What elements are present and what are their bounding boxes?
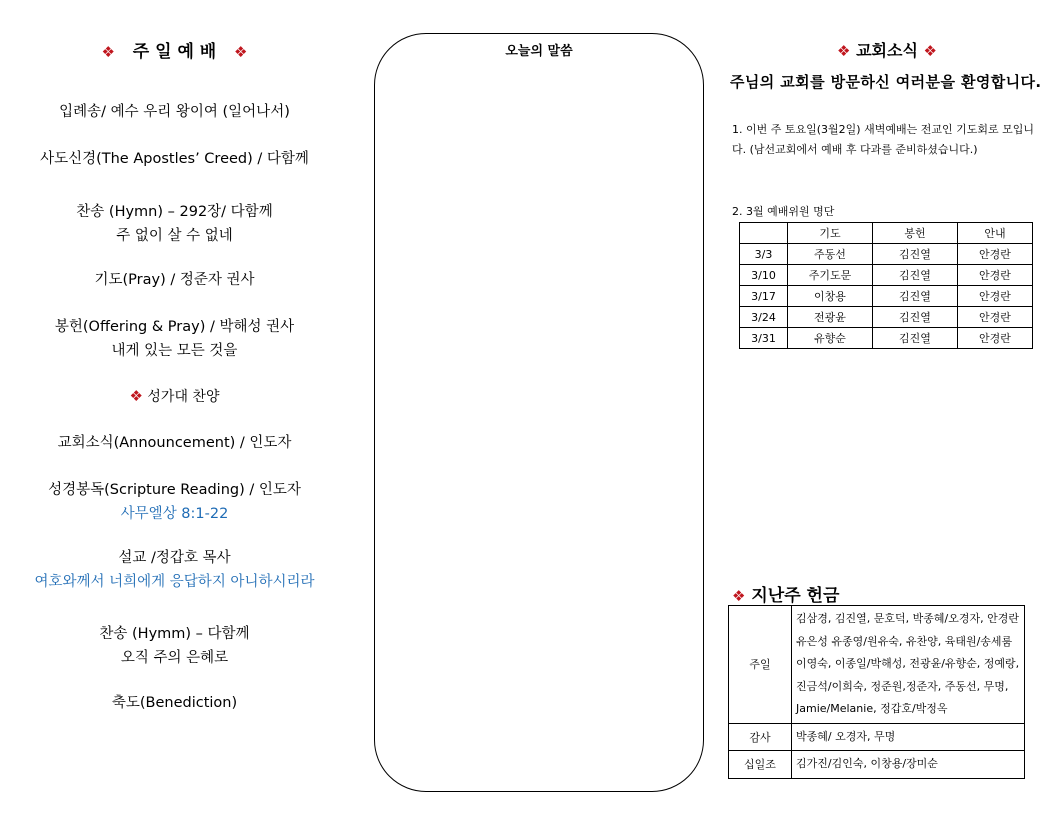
table-cell: 3/3 (740, 244, 788, 265)
table-cell: 안경란 (958, 265, 1033, 286)
welcome-message: 주님의 교회를 방문하신 여러분을 환영합니다. (730, 73, 1042, 91)
table-cell: 안경란 (958, 307, 1033, 328)
order-line: 찬송 (Hymn) – 292장/ 다함께 (76, 204, 273, 220)
table-cell: 전광윤 (788, 307, 873, 328)
diamond-icon: ❖ (129, 387, 143, 405)
table-cell: 유향순 (788, 328, 873, 349)
sermon-panel (374, 33, 704, 792)
news-heading (728, 38, 1046, 61)
order-item-choir (22, 384, 327, 409)
table-header-row (740, 223, 1033, 244)
worship-title: 주 일 예 배 (132, 42, 217, 62)
table-cell: 안경란 (958, 328, 1033, 349)
offering-heading (732, 581, 839, 606)
offering-title: 지난주 헌금 (751, 586, 840, 606)
table-header: 안내 (958, 223, 1033, 244)
order-line: 교회소식(Announcement) / 인도자 (57, 435, 292, 451)
table-cell: 김진열 (873, 265, 958, 286)
table-header: 기도 (788, 223, 873, 244)
offering-type: 주일 (729, 606, 792, 724)
table-cell: 김진열 (873, 307, 958, 328)
diamond-icon: ❖ (233, 43, 248, 61)
hymn-title: 주 없이 살 수 없네 (116, 228, 233, 244)
table-row (740, 328, 1033, 349)
order-item-entrance (22, 100, 327, 124)
offering-names: 박종혜/ 오경자, 무명 (792, 723, 1025, 751)
table-cell: 3/24 (740, 307, 788, 328)
diamond-icon: ❖ (837, 42, 851, 60)
order-item-sermon (22, 546, 327, 594)
order-item-hymn (22, 200, 327, 248)
table-cell: 3/17 (740, 286, 788, 307)
table-row (729, 723, 1025, 751)
offering-type: 십일조 (729, 751, 792, 779)
offering-names: 김가진/김인숙, 이창용/장미순 (792, 751, 1025, 779)
table-cell: 김진열 (873, 286, 958, 307)
order-item-announcement (22, 431, 327, 455)
table-cell: 안경란 (958, 286, 1033, 307)
order-item-creed (22, 147, 327, 171)
order-item-closing-hymn (22, 622, 327, 670)
table-row (740, 286, 1033, 307)
worship-heading (22, 37, 327, 62)
announcement-1: 1. 이번 주 토요일(3월2일) 새벽예배는 전교인 기도회로 모입니다. (남선교회에서 예배 후 다과를 준비하셨습니다.) (732, 123, 1034, 156)
offering-table (728, 605, 1025, 779)
diamond-icon: ❖ (101, 43, 115, 61)
order-item-offering (22, 315, 327, 363)
scripture-reference: 사무엘상 8:1-22 (120, 506, 229, 522)
table-row (740, 244, 1033, 265)
table-cell: 이창용 (788, 286, 873, 307)
table-header (740, 223, 788, 244)
table-row (740, 265, 1033, 286)
table-cell: 안경란 (958, 244, 1033, 265)
order-line: 축도(Benediction) (111, 695, 238, 711)
table-cell: 김진열 (873, 244, 958, 265)
order-line: 기도(Pray) / 정준자 권사 (94, 272, 255, 288)
order-line: 입례송/ 예수 우리 왕이여 (일어나서) (59, 104, 290, 120)
table-cell: 김진열 (873, 328, 958, 349)
diamond-icon: ❖ (923, 42, 937, 60)
table-row (740, 307, 1033, 328)
order-line: 사도신경(The Apostles’ Creed) / 다함께 (40, 151, 309, 167)
table-row (729, 606, 1025, 724)
announcement-2: 2. 3월 예배위원 명단 (732, 205, 835, 218)
order-item-scripture (22, 478, 327, 526)
order-line: 설교 /정갑호 목사 (118, 550, 231, 566)
news-title: 교회소식 (856, 41, 918, 60)
table-cell: 3/10 (740, 265, 788, 286)
order-line: 찬송 (Hymm) – 다함께 (99, 626, 250, 642)
order-item-benediction (22, 691, 327, 715)
order-line: 성경봉독(Scripture Reading) / 인도자 (48, 482, 301, 498)
table-cell: 주기도문 (788, 265, 873, 286)
order-line: 봉헌(Offering & Pray) / 박해성 권사 (54, 319, 295, 335)
offering-song: 내게 있는 모든 것을 (111, 343, 238, 359)
order-line: 성가대 찬양 (147, 389, 220, 405)
offering-names: 김삼경, 김진열, 문호덕, 박종혜/오경자, 안경란 유은성 유종영/원유숙, 유찬양, 육태원/송세룸 이영숙, 이종일/박해성, 전광윤/유향순, 정예랑, 진금석/이희숙, 정준원,정준자, 주동선, 무명, Jamie/Melanie, 정갑호/박정옥 (792, 606, 1025, 724)
table-cell: 주동선 (788, 244, 873, 265)
offering-type: 감사 (729, 723, 792, 751)
table-header: 봉헌 (873, 223, 958, 244)
diamond-icon: ❖ (732, 587, 746, 605)
sermon-title: 여호와께서 너희에게 응답하지 아니하시리라 (34, 574, 315, 590)
table-row (729, 751, 1025, 779)
order-item-prayer (22, 268, 327, 292)
hymn-title: 오직 주의 은혜로 (120, 650, 229, 666)
worship-volunteer-table (739, 222, 1033, 349)
sermon-panel-title: 오늘의 말씀 (505, 44, 573, 59)
table-cell: 3/31 (740, 328, 788, 349)
